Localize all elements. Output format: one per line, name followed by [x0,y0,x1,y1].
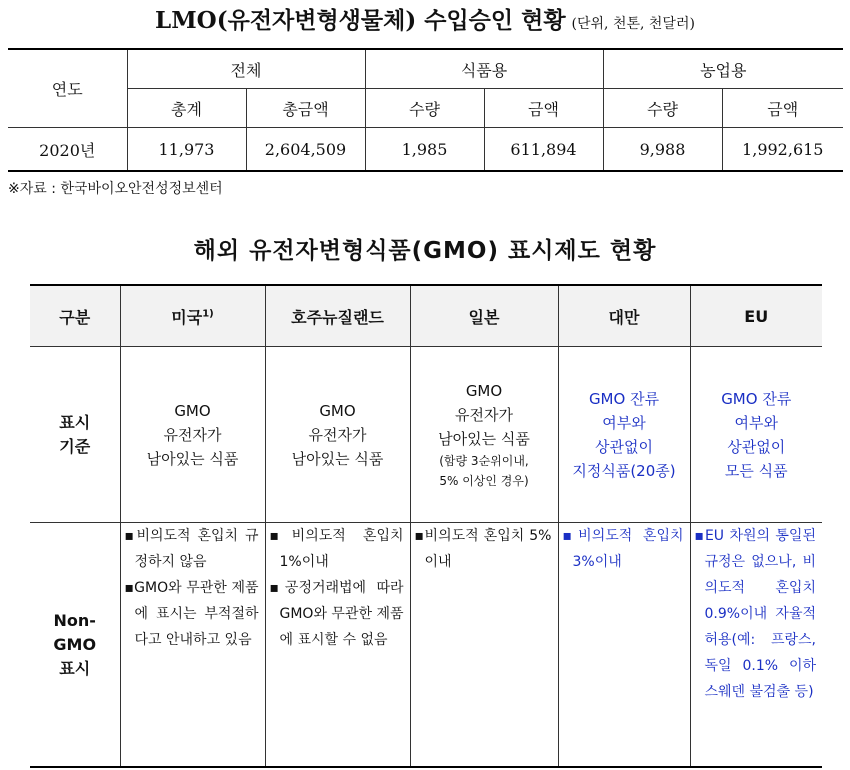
header-agri: 농업용 [603,49,843,89]
standard-japan-note [411,451,558,491]
lmo-title: LMO(유전자변형생물체) 수입승인 현황 [155,7,566,34]
standard-taiwan-line: 여부와 [602,413,646,432]
non-gmo-usa-item: ▪비의도적 혼입치 규정하지 않음 [124,528,259,570]
header-food-qty: 수량 [365,89,484,128]
non-gmo-eu-item: ▪EU 차원의 통일된 규정은 없으나, 비의도적 혼입치 0.9%이내 자율적 허용(예: 프랑스, 독일 0.1% 이하 스웨덴 불검출 등) [694,528,816,700]
header-anz: 호주뉴질랜드 [265,285,410,347]
non-gmo-japan [410,523,558,768]
cell-total-sum: 11,973 [127,128,246,172]
header-usa-label: 미국 [171,307,203,327]
header-agri-qty: 수량 [603,89,722,128]
lmo-title-block [0,2,850,35]
cell-agri-amount: 1,992,615 [722,128,843,172]
cell-year: 2020년 [8,128,127,172]
standard-japan-line: 남아있는 식품 [438,429,530,448]
non-gmo-usa [120,523,265,768]
row-label-standard [30,347,120,523]
non-gmo-usa-item: ▪GMO와 무관한 제품에 표시는 부적절하다고 안내하고 있음 [124,580,259,648]
header-total-amount: 총금액 [246,89,365,128]
cell-food-amount: 611,894 [484,128,603,172]
standard-eu-line: 여부와 [734,413,778,432]
standard-japan-line: GMO [465,381,503,400]
non-gmo-eu [690,523,822,768]
cell-agri-qty: 9,988 [603,128,722,172]
non-gmo-anz-item: ▪비의도적 혼입치 1%이내 [269,528,404,570]
standard-taiwan-line: 상관없이 [595,437,653,456]
cell-total-amount: 2,604,509 [246,128,365,172]
header-taiwan: 대만 [558,285,690,347]
header-food: 식품용 [365,49,603,89]
header-japan: 일본 [410,285,558,347]
header-usa-note: 1) [202,308,214,320]
non-gmo-japan-item: ▪비의도적 혼입치 5%이내 [414,528,552,570]
non-gmo-taiwan-item: ▪비의도적 혼입치 3%이내 [562,528,684,570]
standard-eu-line: GMO 잔류 [721,389,792,408]
standard-usa-line: 유전자가 [163,425,222,444]
source-note: ※자료 : 한국바이오안전성정보센터 [8,181,223,197]
row-label-standard-line2: 기준 [59,436,91,456]
non-gmo-taiwan [558,523,690,768]
lmo-unit: (단위, 천톤, 천달러) [571,16,695,32]
standard-eu-line: 모든 식품 [724,461,788,480]
header-total: 전체 [127,49,365,89]
standard-anz-line: 남아있는 식품 [291,449,384,468]
standard-usa [120,347,265,523]
row-label-non-gmo-line1: Non- [53,610,96,630]
header-eu: EU [690,285,822,347]
standard-japan-note-line: 5% 이상인 경우) [439,473,529,488]
standard-anz-line: GMO [319,401,356,420]
standard-taiwan-line: 지정식품(20종) [572,461,676,480]
header-usa [120,285,265,347]
standard-japan [410,347,558,523]
table-row [8,128,843,172]
standard-japan-line: 유전자가 [455,405,513,424]
standard-taiwan [558,347,690,523]
header-total-sum: 총계 [127,89,246,128]
standard-taiwan-line: GMO 잔류 [588,389,660,408]
standard-anz-line: 유전자가 [308,425,367,444]
row-label-standard-line1: 표시 [59,412,91,432]
standard-usa-line: 남아있는 식품 [146,449,239,468]
cell-food-qty: 1,985 [365,128,484,172]
standard-eu-line: 상관없이 [727,437,786,456]
standard-eu [690,347,822,523]
header-agri-amount: 금액 [722,89,843,128]
header-year: 연도 [8,49,127,128]
standard-japan-note-line: (함량 3순위이내, [439,453,529,468]
non-gmo-anz-item: ▪공정거래법에 따라 GMO와 무관한 제품에 표시할 수 없음 [269,580,404,648]
header-category: 구분 [30,285,120,347]
standard-anz [265,347,410,523]
standard-usa-line: GMO [174,401,211,420]
gmo-labeling-table [30,284,822,768]
header-food-amount: 금액 [484,89,603,128]
row-label-non-gmo [30,523,120,768]
non-gmo-anz [265,523,410,768]
row-label-non-gmo-line3: 표시 [59,658,91,678]
row-label-non-gmo-line2: GMO [53,634,97,654]
lmo-import-table [8,48,843,172]
gmo-title: 해외 유전자변형식품(GMO) 표시제도 현황 [193,238,657,264]
